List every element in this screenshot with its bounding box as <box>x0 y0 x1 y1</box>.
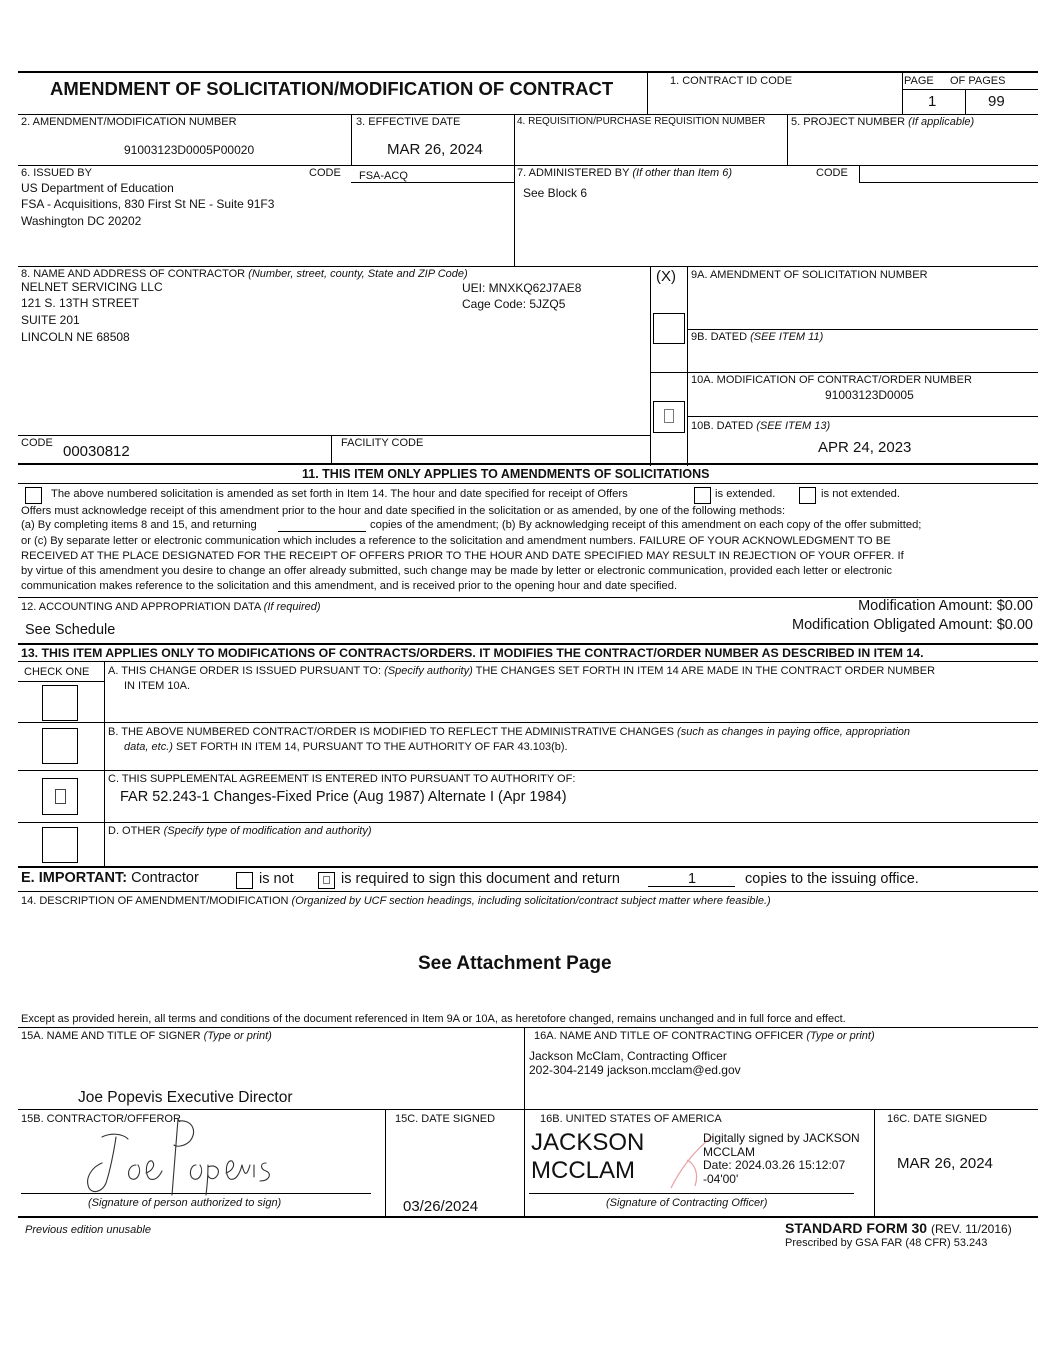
is-required-label: is required to sign this document and return <box>341 871 620 887</box>
item11-heading: 11. THIS ITEM ONLY APPLIES TO AMENDMENTS OF SOLICITATIONS <box>302 467 710 481</box>
item13a-text: A. THIS CHANGE ORDER IS ISSUED PURSUANT TO: (Specify authority) THE CHANGES SET FORTH IN ITEM 14 ARE MADE IN THE CONTRACT ORDER NUMBER <box>108 665 936 677</box>
item11-p5: by virtue of this amendment you desire to change an offer already submitted, such change may be made by letter or electronic communication, provided each letter or electronic <box>21 565 893 577</box>
important-line: E. IMPORTANT: Contractor <box>21 870 199 886</box>
contractor-line3: SUITE 201 <box>21 313 80 327</box>
item11-p4: RECEIVED AT THE PLACE DESIGNATED FOR THE RECEIPT OF OFFERS PRIOR TO THE HOUR AND DATE SPECIFIED MAY RESULT IN REJECTION OF YOUR OFFER. If <box>21 550 904 562</box>
checkbox-13d[interactable] <box>42 827 78 863</box>
item8-code-label: CODE <box>21 437 53 449</box>
total-pages: 99 <box>988 93 1005 110</box>
item12-label: 12. ACCOUNTING AND APPROPRIATION DATA (If required) <box>21 601 321 613</box>
item13d-text: D. OTHER (Specify type of modification and authority) <box>108 825 372 837</box>
see-attachment: See Attachment Page <box>418 953 612 974</box>
contractor-signature <box>80 1115 280 1197</box>
item13c-text: C. THIS SUPPLEMENTAL AGREEMENT IS ENTERED INTO PURSUANT TO AUTHORITY OF: <box>108 773 576 785</box>
contractor-cage: Cage Code: 5JZQ5 <box>462 297 566 311</box>
digital-sign-line1: Digitally signed by JACKSON <box>703 1131 860 1145</box>
item4-label: 4. REQUISITION/PURCHASE REQUISITION NUMBER <box>517 116 766 127</box>
item10a-label: 10A. MODIFICATION OF CONTRACT/ORDER NUMBER <box>691 374 972 386</box>
item11-p6: communication makes reference to the solicitation and this amendment, and is received prior to the opening hour and date specified. <box>21 580 678 592</box>
extended-label: is extended. <box>715 488 776 500</box>
officer-line2: 202-304-2149 jackson.mcclam@ed.gov <box>529 1063 741 1077</box>
item8-label: 8. NAME AND ADDRESS OF CONTRACTOR (Number, street, county, State and ZIP Code) <box>21 268 468 280</box>
checkmark-glyph-icon <box>323 876 330 884</box>
administered-by: See Block 6 <box>523 186 588 200</box>
officer-signature-name1: JACKSON <box>531 1129 645 1156</box>
item9b-label: 9B. DATED (SEE ITEM 11) <box>691 331 824 343</box>
item2-label: 2. AMENDMENT/MODIFICATION NUMBER <box>21 116 237 128</box>
previous-edition: Previous edition unusable <box>25 1224 151 1236</box>
contractor-signature-caption: (Signature of person authorized to sign) <box>88 1197 282 1209</box>
item15c-label: 15C. DATE SIGNED <box>395 1113 496 1125</box>
item6-label: 6. ISSUED BY <box>21 167 92 179</box>
officer-date-signed: MAR 26, 2024 <box>897 1155 993 1172</box>
item11-line1: The above numbered solicitation is amended as set forth in Item 14. The hour and date specified for receipt of Offers <box>51 488 628 500</box>
amendment-number: 91003123D0005P00020 <box>124 143 255 157</box>
contract-date: APR 24, 2023 <box>818 439 912 456</box>
checkbox-not-extended[interactable] <box>799 487 816 504</box>
contractor-date-signed: 03/26/2024 <box>403 1198 479 1215</box>
officer-signature-name2: MCCLAM <box>531 1157 636 1184</box>
item13a-text2: IN ITEM 10A. <box>124 680 191 692</box>
item13-heading: 13. THIS ITEM APPLIES ONLY TO MODIFICATIONS OF CONTRACTS/ORDERS. IT MODIFIES THE CONTRACT/ORDER NUMBER AS DESCRIBED IN ITEM 14. <box>21 646 924 660</box>
item11-p3: or (c) By separate letter or electronic communication which includes a reference to the solicitation and amendment numbers. FAILURE OF YOUR ACKNOWLEDGMENT TO BE <box>21 535 891 547</box>
checkmark-glyph-icon <box>664 409 674 423</box>
officer-signature-caption: (Signature of Contracting Officer) <box>606 1197 768 1209</box>
prescribed-by: Prescribed by GSA FAR (48 CFR) 53.243 <box>785 1237 988 1249</box>
checkbox-solicitation-amended[interactable] <box>25 487 42 504</box>
item15a-label: 15A. NAME AND TITLE OF SIGNER (Type or print) <box>21 1030 272 1042</box>
contract-number: 91003123D0005 <box>825 388 914 402</box>
digital-sign-line4: -04'00' <box>703 1172 739 1186</box>
form-name: STANDARD FORM 30 (REV. 11/2016) <box>785 1220 1012 1236</box>
modification-obligated-amount: Modification Obligated Amount: $0.00 <box>791 617 1033 633</box>
item13b-text: B. THE ABOVE NUMBERED CONTRACT/ORDER IS MODIFIED TO REFLECT THE ADMINISTRATIVE CHANGES (such as changes in paying office, appropriation <box>108 726 911 738</box>
contractor-line4: LINCOLN NE 68508 <box>21 330 130 344</box>
checkbox-13b[interactable] <box>42 728 78 764</box>
item16c-label: 16C. DATE SIGNED <box>887 1113 988 1125</box>
contract-id-label: 1. CONTRACT ID CODE <box>670 75 793 87</box>
item10b-label: 10B. DATED (SEE ITEM 13) <box>691 420 831 432</box>
item5-label: 5. PROJECT NUMBER (If applicable) <box>791 116 975 128</box>
item11-p2b: copies of the amendment; (b) By acknowledging receipt of this amendment on each copy of the offer submitted; <box>370 519 922 531</box>
item13c-authority: FAR 52.243-1 Changes-Fixed Price (Aug 1987) Alternate I (Apr 1984) <box>120 789 567 805</box>
officer-line1: Jackson McClam, Contracting Officer <box>529 1049 727 1063</box>
not-extended-label: is not extended. <box>821 488 900 500</box>
item14-label: 14. DESCRIPTION OF AMENDMENT/MODIFICATION (Organized by UCF section headings, including solicitation/contract subject matter where feasible.) <box>21 895 771 907</box>
item16a-label: 16A. NAME AND TITLE OF CONTRACTING OFFICER (Type or print) <box>534 1030 875 1042</box>
issuer-line1: US Department of Education <box>21 181 174 195</box>
contractor-code: 00030812 <box>63 443 130 460</box>
modification-amount: Modification Amount: $0.00 <box>858 598 1033 614</box>
issuer-line3: Washington DC 20202 <box>21 214 142 228</box>
checkbox-9a[interactable] <box>653 313 685 344</box>
of-pages-label: OF PAGES <box>950 75 1006 87</box>
checkmark-glyph-icon <box>55 789 66 804</box>
digital-sign-line3: Date: 2024.03.26 15:12:07 <box>703 1158 846 1172</box>
item16b-label: 16B. UNITED STATES OF AMERICA <box>540 1113 722 1125</box>
checkbox-is-not[interactable] <box>236 872 253 889</box>
copies-text: copies to the issuing office. <box>745 871 919 887</box>
accounting-data: See Schedule <box>25 622 116 638</box>
item11-p1: Offers must acknowledge receipt of this amendment prior to the hour and date specified in the solicitation or as amended, by one of the following methods: <box>21 505 786 517</box>
contractor-line1: NELNET SERVICING LLC <box>21 280 163 294</box>
check-one-label: CHECK ONE <box>24 666 90 678</box>
x-column-label: (X) <box>656 268 676 285</box>
page-label: PAGE <box>904 75 934 87</box>
signer-name: Joe Popevis Executive Director <box>78 1089 293 1106</box>
item11-p2a: (a) By completing items 8 and 15, and returning <box>21 519 257 531</box>
checkbox-extended[interactable] <box>694 487 711 504</box>
item15b-label: 15B. CONTRACTOR/OFFEROR <box>21 1113 181 1125</box>
checkbox-13a[interactable] <box>42 685 78 721</box>
item7-label: 7. ADMINISTERED BY (If other than Item 6) <box>517 167 732 179</box>
is-not-label: is not <box>259 871 294 887</box>
page-number: 1 <box>928 93 937 110</box>
item3-label: 3. EFFECTIVE DATE <box>356 116 461 128</box>
copies-count: 1 <box>688 871 697 887</box>
item13b-text2: data, etc.) SET FORTH IN ITEM 14, PURSUANT TO THE AUTHORITY OF FAR 43.103(b). <box>124 741 568 753</box>
item6-code-label: CODE <box>309 167 341 179</box>
item7-code-label: CODE <box>816 167 848 179</box>
except-text: Except as provided herein, all terms and conditions of the document referenced in Item 9A or 10A, as heretofore changed, remains unchanged and in full force and effect. <box>21 1013 846 1025</box>
effective-date: MAR 26, 2024 <box>387 141 483 158</box>
item6-code: FSA-ACQ <box>359 170 408 182</box>
form-title: AMENDMENT OF SOLICITATION/MODIFICATION OF CONTRACT <box>50 78 614 99</box>
contractor-line2: 121 S. 13TH STREET <box>21 296 140 310</box>
issuer-line2: FSA - Acquisitions, 830 First St NE - Suite 91F3 <box>21 197 275 211</box>
contractor-uei: UEI: MNXKQ62J7AE8 <box>462 281 582 295</box>
item9a-label: 9A. AMENDMENT OF SOLICITATION NUMBER <box>691 269 928 281</box>
facility-code-label: FACILITY CODE <box>341 437 424 449</box>
digital-sign-line2: MCCLAM <box>703 1145 756 1159</box>
